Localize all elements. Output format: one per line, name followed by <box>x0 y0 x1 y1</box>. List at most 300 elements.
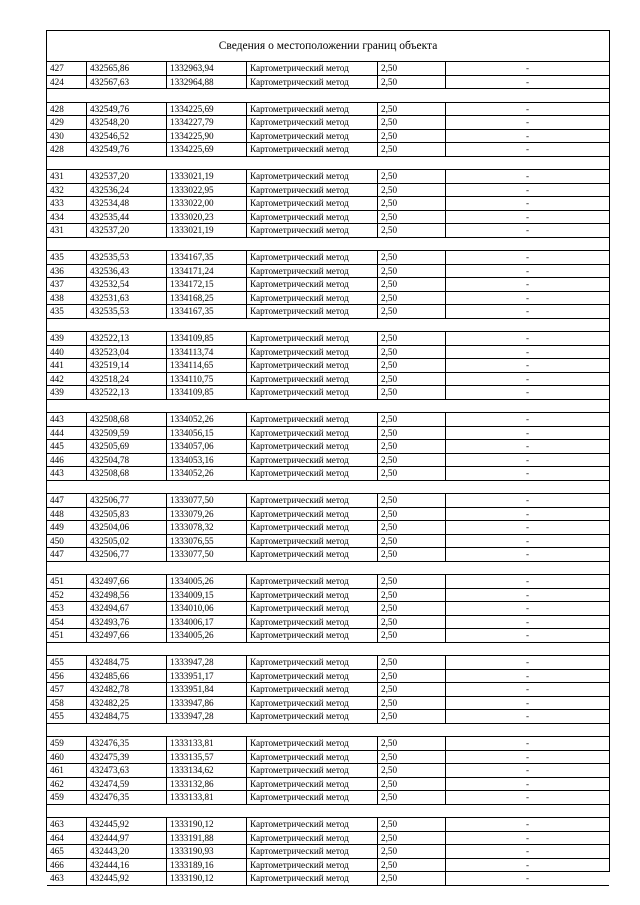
cell-precision: 2,50 <box>378 791 446 804</box>
cell-coord-x: 432546,52 <box>87 130 167 143</box>
cell-point-number: 433 <box>47 197 87 210</box>
cell-method: Картометрический метод <box>247 670 378 683</box>
cell-description: - <box>525 468 530 478</box>
cell-precision: 2,50 <box>378 670 446 683</box>
cell-point-number: 456 <box>47 670 87 683</box>
cell-coord-y: 1334006,17 <box>167 616 247 629</box>
cell-coord-y: 1334172,15 <box>167 278 247 291</box>
cell-description: - <box>525 184 530 195</box>
cell-coord-x: 432505,02 <box>87 535 167 548</box>
cell-description: - <box>525 427 530 438</box>
cell-coord-y: 1334225,69 <box>167 143 247 156</box>
cell-method: Картометрический метод <box>247 548 378 561</box>
table-row <box>47 494 609 508</box>
cell-precision: 2,50 <box>378 656 446 669</box>
table-row <box>47 103 609 117</box>
cell-coord-y: 1334171,24 <box>167 265 247 278</box>
table-row <box>47 116 609 130</box>
cell-point-number: 450 <box>47 535 87 548</box>
table-row <box>47 278 609 292</box>
cell-method: Картометрический метод <box>247 373 378 386</box>
cell-coord-y: 1333021,19 <box>167 170 247 183</box>
cell-coord-x: 432548,20 <box>87 116 167 129</box>
cell-precision: 2,50 <box>378 76 446 89</box>
table-row <box>47 265 609 279</box>
cell-coord-x: 432537,20 <box>87 170 167 183</box>
cell-method: Картометрический метод <box>247 62 378 75</box>
table-row <box>47 170 609 184</box>
cell-precision: 2,50 <box>378 197 446 210</box>
table-row <box>47 521 609 535</box>
cell-coord-x: 432484,75 <box>87 710 167 723</box>
table-row <box>47 791 609 805</box>
cell-precision: 2,50 <box>378 737 446 750</box>
cell-precision: 2,50 <box>378 629 446 642</box>
cell-precision: 2,50 <box>378 224 446 237</box>
table-title: Сведения о местоположении границ объекта <box>47 31 609 62</box>
cell-coord-y: 1333022,95 <box>167 184 247 197</box>
cell-coord-y: 1334113,74 <box>167 346 247 359</box>
cell-point-number: 446 <box>47 454 87 467</box>
cell-coord-x: 432549,76 <box>87 103 167 116</box>
cell-description: - <box>525 589 530 600</box>
cell-coord-x: 432532,54 <box>87 278 167 291</box>
cell-method: Картометрический метод <box>247 737 378 750</box>
cell-method: Картометрический метод <box>247 427 378 440</box>
cell-method: Картометрический метод <box>247 683 378 696</box>
cell-point-number: 463 <box>47 818 87 831</box>
cell-coord-x: 432509,59 <box>87 427 167 440</box>
cell-method: Картометрический метод <box>247 359 378 372</box>
cell-point-number: 427 <box>47 62 87 75</box>
cell-description: - <box>525 616 530 627</box>
cell-precision: 2,50 <box>378 251 446 264</box>
cell-method: Картометрический метод <box>247 589 378 602</box>
cell-point-number: 449 <box>47 521 87 534</box>
cell-coord-y: 1334005,26 <box>167 629 247 642</box>
cell-method: Картометрический метод <box>247 535 378 548</box>
cell-coord-x: 432531,63 <box>87 292 167 305</box>
cell-precision: 2,50 <box>378 373 446 386</box>
cell-point-number: 458 <box>47 697 87 710</box>
cell-precision: 2,50 <box>378 278 446 291</box>
cell-coord-y: 1334168,25 <box>167 292 247 305</box>
cell-method: Картометрический метод <box>247 859 378 872</box>
cell-coord-x: 432476,35 <box>87 737 167 750</box>
cell-description: - <box>525 360 530 370</box>
cell-precision: 2,50 <box>378 467 446 480</box>
cell-point-number: 424 <box>47 76 87 89</box>
cell-coord-x: 432506,77 <box>87 548 167 561</box>
cell-coord-x: 432519,14 <box>87 359 167 372</box>
cell-coord-x: 432506,77 <box>87 494 167 507</box>
table-row <box>47 832 609 846</box>
cell-description: - <box>525 144 530 154</box>
cell-coord-x: 432482,78 <box>87 683 167 696</box>
cell-description: - <box>525 697 530 708</box>
table-row <box>47 859 609 873</box>
cell-method: Картометрический метод <box>247 778 378 791</box>
cell-coord-y: 1334225,69 <box>167 103 247 116</box>
cell-coord-x: 432549,76 <box>87 143 167 156</box>
cell-method: Картометрический метод <box>247 440 378 453</box>
table-row <box>47 575 609 589</box>
document-table <box>46 30 610 883</box>
cell-description: - <box>525 63 530 73</box>
cell-point-number: 435 <box>47 251 87 264</box>
cell-coord-x: 432484,75 <box>87 656 167 669</box>
cell-coord-y: 1334225,90 <box>167 130 247 143</box>
cell-coord-y: 1334010,06 <box>167 602 247 615</box>
cell-coord-x: 432476,35 <box>87 791 167 804</box>
cell-point-number: 453 <box>47 602 87 615</box>
cell-precision: 2,50 <box>378 683 446 696</box>
cell-description: - <box>525 684 530 694</box>
cell-precision: 2,50 <box>378 332 446 345</box>
cell-method: Картометрический метод <box>247 224 378 237</box>
table-row <box>47 62 609 76</box>
cell-method: Картометрический метод <box>247 278 378 291</box>
cell-description: - <box>525 225 530 235</box>
cell-method: Картометрический метод <box>247 616 378 629</box>
cell-description: - <box>525 103 530 114</box>
cell-coord-y: 1334109,85 <box>167 332 247 345</box>
cell-coord-x: 432504,06 <box>87 521 167 534</box>
table-row <box>47 602 609 616</box>
cell-description: - <box>525 765 530 775</box>
cell-point-number: 465 <box>47 845 87 858</box>
group-separator <box>47 157 609 171</box>
cell-method: Картометрический метод <box>247 265 378 278</box>
cell-coord-x: 432497,66 <box>87 575 167 588</box>
cell-coord-y: 1334110,75 <box>167 373 247 386</box>
cell-precision: 2,50 <box>378 305 446 318</box>
table-row <box>47 197 609 211</box>
table-row <box>47 130 609 144</box>
cell-coord-x: 432494,67 <box>87 602 167 615</box>
cell-coord-y: 1333077,50 <box>167 494 247 507</box>
cell-method: Картометрический метод <box>247 386 378 399</box>
group-separator <box>47 238 609 252</box>
cell-point-number: 452 <box>47 589 87 602</box>
table-row <box>47 143 609 157</box>
cell-description: - <box>525 832 530 843</box>
table-row <box>47 467 609 481</box>
table-row <box>47 670 609 684</box>
cell-description: - <box>525 387 530 397</box>
cell-coord-x: 432505,83 <box>87 508 167 521</box>
cell-coord-y: 1333951,17 <box>167 670 247 683</box>
cell-coord-x: 432475,39 <box>87 751 167 764</box>
cell-point-number: 428 <box>47 143 87 156</box>
cell-precision: 2,50 <box>378 130 446 143</box>
cell-point-number: 463 <box>47 872 87 885</box>
cell-coord-y: 1333022,00 <box>167 197 247 210</box>
cell-coord-y: 1334009,15 <box>167 589 247 602</box>
cell-precision: 2,50 <box>378 575 446 588</box>
cell-coord-y: 1333079,26 <box>167 508 247 521</box>
cell-coord-y: 1332963,94 <box>167 62 247 75</box>
cell-method: Картометрический метод <box>247 508 378 521</box>
cell-coord-y: 1334167,35 <box>167 305 247 318</box>
cell-coord-y: 1334052,26 <box>167 413 247 426</box>
cell-description: - <box>525 171 530 181</box>
cell-coord-x: 432536,24 <box>87 184 167 197</box>
cell-method: Картометрический метод <box>247 521 378 534</box>
table-row <box>47 386 609 400</box>
cell-coord-x: 432565,86 <box>87 62 167 75</box>
cell-method: Картометрический метод <box>247 211 378 224</box>
cell-coord-y: 1333947,86 <box>167 697 247 710</box>
cell-point-number: 437 <box>47 278 87 291</box>
table-row <box>47 211 609 225</box>
cell-point-number: 447 <box>47 494 87 507</box>
cell-coord-y: 1334109,85 <box>167 386 247 399</box>
table-row <box>47 778 609 792</box>
cell-point-number: 454 <box>47 616 87 629</box>
cell-method: Картометрический метод <box>247 76 378 89</box>
cell-description: - <box>525 441 530 451</box>
cell-description: - <box>525 76 530 87</box>
cell-description: - <box>525 549 530 559</box>
cell-point-number: 439 <box>47 386 87 399</box>
table-row <box>47 440 609 454</box>
table-row <box>47 413 609 427</box>
cell-description: - <box>525 738 530 748</box>
cell-method: Картометрический метод <box>247 467 378 480</box>
cell-precision: 2,50 <box>378 346 446 359</box>
cell-description: - <box>525 252 530 262</box>
cell-description: - <box>525 630 530 640</box>
table-row <box>47 548 609 562</box>
cell-coord-y: 1334056,15 <box>167 427 247 440</box>
cell-coord-y: 1334114,65 <box>167 359 247 372</box>
cell-description: - <box>525 778 530 789</box>
cell-coord-y: 1333190,12 <box>167 818 247 831</box>
cell-coord-x: 432497,66 <box>87 629 167 642</box>
cell-method: Картометрический метод <box>247 832 378 845</box>
cell-point-number: 431 <box>47 224 87 237</box>
cell-precision: 2,50 <box>378 832 446 845</box>
table-row <box>47 656 609 670</box>
cell-precision: 2,50 <box>378 103 446 116</box>
cell-point-number: 462 <box>47 778 87 791</box>
cell-coord-y: 1333951,84 <box>167 683 247 696</box>
cell-point-number: 438 <box>47 292 87 305</box>
cell-point-number: 443 <box>47 467 87 480</box>
cell-coord-y: 1333135,57 <box>167 751 247 764</box>
cell-description: - <box>525 576 530 586</box>
cell-description: - <box>525 819 530 829</box>
cell-coord-x: 432508,68 <box>87 467 167 480</box>
cell-point-number: 460 <box>47 751 87 764</box>
cell-coord-x: 432445,92 <box>87 872 167 885</box>
cell-point-number: 440 <box>47 346 87 359</box>
cell-point-number: 443 <box>47 413 87 426</box>
cell-description: - <box>525 373 530 384</box>
cell-coord-y: 1333190,93 <box>167 845 247 858</box>
cell-method: Картометрический метод <box>247 116 378 129</box>
cell-precision: 2,50 <box>378 170 446 183</box>
table-row <box>47 697 609 711</box>
cell-coord-x: 432535,53 <box>87 305 167 318</box>
cell-method: Картометрический метод <box>247 818 378 831</box>
cell-coord-y: 1333132,86 <box>167 778 247 791</box>
cell-precision: 2,50 <box>378 211 446 224</box>
cell-description: - <box>525 792 530 802</box>
cell-coord-y: 1333076,55 <box>167 535 247 548</box>
cell-point-number: 442 <box>47 373 87 386</box>
table-row <box>47 251 609 265</box>
cell-point-number: 464 <box>47 832 87 845</box>
cell-coord-x: 432444,16 <box>87 859 167 872</box>
table-row <box>47 710 609 724</box>
cell-coord-x: 432536,43 <box>87 265 167 278</box>
cell-description: - <box>525 279 530 289</box>
group-separator <box>47 319 609 333</box>
table-row <box>47 359 609 373</box>
cell-method: Картометрический метод <box>247 872 378 885</box>
table-row <box>47 683 609 697</box>
cell-precision: 2,50 <box>378 386 446 399</box>
cell-precision: 2,50 <box>378 292 446 305</box>
cell-description: - <box>525 535 530 546</box>
cell-point-number: 451 <box>47 575 87 588</box>
cell-description: - <box>525 859 530 870</box>
cell-point-number: 445 <box>47 440 87 453</box>
cell-coord-x: 432567,63 <box>87 76 167 89</box>
group-separator <box>47 89 609 103</box>
group-separator <box>47 643 609 657</box>
cell-point-number: 455 <box>47 710 87 723</box>
cell-coord-y: 1334053,16 <box>167 454 247 467</box>
table-row <box>47 589 609 603</box>
cell-coord-x: 432505,69 <box>87 440 167 453</box>
cell-description: - <box>525 211 530 222</box>
cell-precision: 2,50 <box>378 508 446 521</box>
cell-coord-x: 432498,56 <box>87 589 167 602</box>
cell-description: - <box>525 454 530 465</box>
table-row <box>47 751 609 765</box>
cell-description: - <box>525 414 530 424</box>
cell-coord-x: 432508,68 <box>87 413 167 426</box>
cell-point-number: 461 <box>47 764 87 777</box>
cell-point-number: 428 <box>47 103 87 116</box>
cell-coord-y: 1332964,88 <box>167 76 247 89</box>
cell-point-number: 436 <box>47 265 87 278</box>
cell-point-number: 455 <box>47 656 87 669</box>
cell-point-number: 429 <box>47 116 87 129</box>
cell-precision: 2,50 <box>378 494 446 507</box>
cell-coord-y: 1333190,12 <box>167 872 247 885</box>
cell-coord-x: 432473,63 <box>87 764 167 777</box>
cell-coord-x: 432522,13 <box>87 332 167 345</box>
cell-precision: 2,50 <box>378 859 446 872</box>
cell-point-number: 459 <box>47 791 87 804</box>
cell-point-number: 444 <box>47 427 87 440</box>
cell-description: - <box>525 292 530 303</box>
cell-method: Картометрический метод <box>247 575 378 588</box>
cell-precision: 2,50 <box>378 535 446 548</box>
cell-point-number: 431 <box>47 170 87 183</box>
cell-description: - <box>525 265 530 276</box>
cell-coord-y: 1333189,16 <box>167 859 247 872</box>
cell-method: Картометрический метод <box>247 413 378 426</box>
cell-precision: 2,50 <box>378 265 446 278</box>
cell-precision: 2,50 <box>378 143 446 156</box>
cell-method: Картометрический метод <box>247 305 378 318</box>
cell-method: Картометрический метод <box>247 292 378 305</box>
cell-precision: 2,50 <box>378 548 446 561</box>
table-body <box>47 62 609 886</box>
group-separator <box>47 400 609 414</box>
group-separator <box>47 481 609 495</box>
cell-point-number: 457 <box>47 683 87 696</box>
cell-precision: 2,50 <box>378 872 446 885</box>
cell-coord-y: 1333191,88 <box>167 832 247 845</box>
cell-coord-y: 1333020,23 <box>167 211 247 224</box>
cell-precision: 2,50 <box>378 818 446 831</box>
cell-precision: 2,50 <box>378 845 446 858</box>
cell-description: - <box>525 117 530 127</box>
group-separator <box>47 724 609 738</box>
cell-method: Картометрический метод <box>247 143 378 156</box>
cell-coord-x: 432537,20 <box>87 224 167 237</box>
cell-description: - <box>525 130 530 141</box>
cell-coord-y: 1333134,62 <box>167 764 247 777</box>
cell-coord-y: 1334057,06 <box>167 440 247 453</box>
cell-method: Картометрический метод <box>247 130 378 143</box>
cell-coord-x: 432534,48 <box>87 197 167 210</box>
cell-coord-y: 1334167,35 <box>167 251 247 264</box>
cell-coord-y: 1334052,26 <box>167 467 247 480</box>
cell-method: Картометрический метод <box>247 697 378 710</box>
table-row <box>47 818 609 832</box>
cell-description: - <box>525 306 530 316</box>
cell-coord-x: 432523,04 <box>87 346 167 359</box>
table-row <box>47 845 609 859</box>
cell-method: Картометрический метод <box>247 251 378 264</box>
table-row <box>47 427 609 441</box>
cell-coord-y: 1333133,81 <box>167 737 247 750</box>
cell-coord-y: 1334005,26 <box>167 575 247 588</box>
cell-description: - <box>525 522 530 532</box>
table-row <box>47 332 609 346</box>
cell-method: Картометрический метод <box>247 845 378 858</box>
table-row <box>47 224 609 238</box>
table-row <box>47 872 609 886</box>
cell-point-number: 447 <box>47 548 87 561</box>
cell-method: Картометрический метод <box>247 103 378 116</box>
cell-method: Картометрический метод <box>247 170 378 183</box>
cell-point-number: 441 <box>47 359 87 372</box>
cell-method: Картометрический метод <box>247 602 378 615</box>
cell-method: Картометрический метод <box>247 656 378 669</box>
cell-description: - <box>525 198 530 208</box>
cell-precision: 2,50 <box>378 62 446 75</box>
cell-coord-x: 432474,59 <box>87 778 167 791</box>
cell-precision: 2,50 <box>378 440 446 453</box>
cell-method: Картометрический метод <box>247 710 378 723</box>
cell-description: - <box>525 346 530 357</box>
cell-precision: 2,50 <box>378 751 446 764</box>
table-row <box>47 305 609 319</box>
cell-method: Картометрический метод <box>247 764 378 777</box>
table-row <box>47 346 609 360</box>
group-separator <box>47 805 609 819</box>
cell-description: - <box>525 670 530 681</box>
cell-point-number: 439 <box>47 332 87 345</box>
